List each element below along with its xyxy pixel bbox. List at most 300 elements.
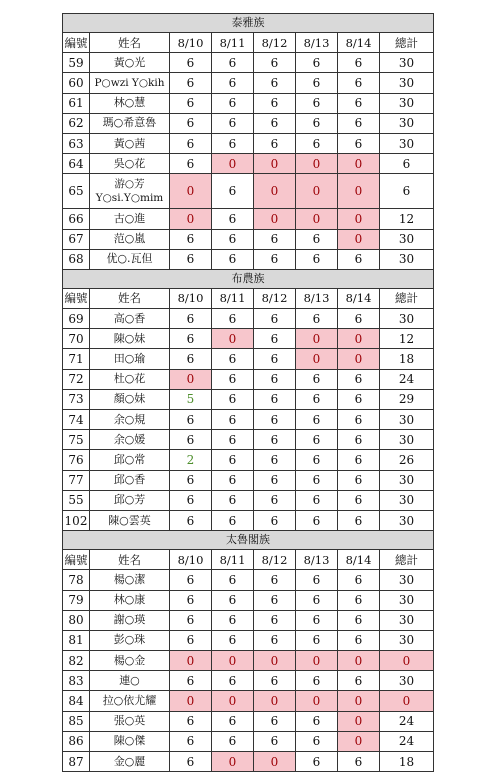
score-cell: 6 xyxy=(212,93,254,113)
score-cell: 6 xyxy=(212,349,254,369)
header-total: 總計 xyxy=(380,288,434,308)
score-cell: 6 xyxy=(170,570,212,590)
score-cell: 6 xyxy=(338,73,380,93)
row-id: 65 xyxy=(63,174,90,209)
table-row xyxy=(63,309,434,329)
score-cell: 0 xyxy=(338,209,380,229)
score-cell: 6 xyxy=(254,369,296,389)
row-name: 張○英 xyxy=(90,711,170,731)
score-cell: 6 xyxy=(254,510,296,530)
score-cell: 0 xyxy=(338,174,380,209)
score-cell: 6 xyxy=(212,711,254,731)
row-id: 78 xyxy=(63,570,90,590)
section-title-row xyxy=(63,269,434,288)
score-cell: 6 xyxy=(212,490,254,510)
row-id: 70 xyxy=(63,329,90,349)
header-day-3: 8/12 xyxy=(254,33,296,53)
table-row xyxy=(63,630,434,650)
section-title: 泰雅族 xyxy=(63,14,434,33)
total-cell: 24 xyxy=(380,731,434,751)
score-cell: 6 xyxy=(212,174,254,209)
table-row xyxy=(63,369,434,389)
total-cell: 30 xyxy=(380,133,434,153)
total-cell: 6 xyxy=(380,174,434,209)
score-cell: 0 xyxy=(170,651,212,671)
section-title-row xyxy=(63,14,434,33)
score-cell: 0 xyxy=(338,154,380,174)
row-id: 86 xyxy=(63,731,90,751)
row-name: 楊○潔 xyxy=(90,570,170,590)
row-name: 邱○芳 xyxy=(90,490,170,510)
score-cell: 6 xyxy=(296,470,338,490)
score-cell: 6 xyxy=(296,752,338,772)
score-cell: 6 xyxy=(170,731,212,751)
score-cell: 0 xyxy=(296,349,338,369)
score-cell: 6 xyxy=(296,113,338,133)
table-row xyxy=(63,711,434,731)
header-row xyxy=(63,33,434,53)
header-day-2: 8/11 xyxy=(212,288,254,308)
score-cell: 6 xyxy=(338,630,380,650)
score-cell: 6 xyxy=(254,133,296,153)
total-cell: 30 xyxy=(380,73,434,93)
score-cell: 6 xyxy=(338,93,380,113)
row-id: 55 xyxy=(63,490,90,510)
score-cell: 6 xyxy=(338,590,380,610)
row-id: 67 xyxy=(63,229,90,249)
score-cell: 6 xyxy=(170,154,212,174)
score-cell: 6 xyxy=(170,113,212,133)
header-day-2: 8/11 xyxy=(212,33,254,53)
score-cell: 0 xyxy=(296,154,338,174)
table-body xyxy=(63,14,434,772)
score-cell: 6 xyxy=(170,349,212,369)
table-row xyxy=(63,73,434,93)
score-cell: 6 xyxy=(212,570,254,590)
total-cell: 30 xyxy=(380,113,434,133)
header-day-5: 8/14 xyxy=(338,33,380,53)
score-cell: 0 xyxy=(254,651,296,671)
score-cell: 2 xyxy=(170,450,212,470)
total-cell: 30 xyxy=(380,630,434,650)
score-cell: 6 xyxy=(212,249,254,269)
total-cell: 12 xyxy=(380,329,434,349)
row-name: 顏○妹 xyxy=(90,389,170,409)
score-cell: 0 xyxy=(170,369,212,389)
score-cell: 6 xyxy=(170,53,212,73)
table-row xyxy=(63,133,434,153)
header-name: 姓名 xyxy=(90,550,170,570)
score-cell: 6 xyxy=(254,590,296,610)
row-id: 79 xyxy=(63,590,90,610)
score-cell: 6 xyxy=(254,610,296,630)
total-cell: 30 xyxy=(380,229,434,249)
table-row xyxy=(63,490,434,510)
score-cell: 6 xyxy=(254,630,296,650)
row-name: 謝○瑛 xyxy=(90,610,170,630)
score-cell: 6 xyxy=(296,73,338,93)
row-id: 68 xyxy=(63,249,90,269)
score-cell: 6 xyxy=(212,209,254,229)
score-cell: 6 xyxy=(296,630,338,650)
total-cell: 30 xyxy=(380,570,434,590)
table-row xyxy=(63,590,434,610)
score-cell: 6 xyxy=(170,610,212,630)
row-id: 61 xyxy=(63,93,90,113)
score-cell: 6 xyxy=(170,510,212,530)
header-day-3: 8/12 xyxy=(254,550,296,570)
score-cell: 6 xyxy=(254,309,296,329)
score-cell: 6 xyxy=(170,490,212,510)
score-cell: 6 xyxy=(296,369,338,389)
row-id: 69 xyxy=(63,309,90,329)
table-row xyxy=(63,752,434,772)
score-cell: 6 xyxy=(212,229,254,249)
score-cell: 6 xyxy=(338,133,380,153)
total-cell: 30 xyxy=(380,249,434,269)
score-cell: 6 xyxy=(212,671,254,691)
row-id: 84 xyxy=(63,691,90,711)
row-name: 楊○金 xyxy=(90,651,170,671)
score-cell: 0 xyxy=(254,691,296,711)
header-day-1: 8/10 xyxy=(170,550,212,570)
table-row xyxy=(63,349,434,369)
row-id: 73 xyxy=(63,389,90,409)
table-row xyxy=(63,410,434,430)
section-title-row xyxy=(63,531,434,550)
score-cell: 5 xyxy=(170,389,212,409)
row-id: 72 xyxy=(63,369,90,389)
table-row xyxy=(63,154,434,174)
score-cell: 6 xyxy=(212,389,254,409)
total-cell: 30 xyxy=(380,470,434,490)
row-id: 60 xyxy=(63,73,90,93)
row-id: 59 xyxy=(63,53,90,73)
total-cell: 24 xyxy=(380,369,434,389)
table-row xyxy=(63,53,434,73)
score-cell: 0 xyxy=(338,691,380,711)
row-id: 75 xyxy=(63,430,90,450)
table-row xyxy=(63,430,434,450)
score-cell: 6 xyxy=(170,229,212,249)
header-day-5: 8/14 xyxy=(338,288,380,308)
header-day-4: 8/13 xyxy=(296,550,338,570)
score-cell: 6 xyxy=(212,470,254,490)
table-row xyxy=(63,510,434,530)
score-cell: 6 xyxy=(212,610,254,630)
total-cell: 24 xyxy=(380,711,434,731)
score-cell: 6 xyxy=(254,450,296,470)
score-cell: 6 xyxy=(254,53,296,73)
score-cell: 6 xyxy=(212,369,254,389)
table-row xyxy=(63,450,434,470)
score-cell: 6 xyxy=(254,731,296,751)
header-total: 總計 xyxy=(380,550,434,570)
score-cell: 6 xyxy=(338,610,380,630)
total-cell: 30 xyxy=(380,430,434,450)
score-cell: 6 xyxy=(212,53,254,73)
score-cell: 0 xyxy=(338,349,380,369)
score-cell: 6 xyxy=(170,410,212,430)
row-id: 66 xyxy=(63,209,90,229)
score-cell: 6 xyxy=(170,630,212,650)
table-row xyxy=(63,691,434,711)
score-cell: 6 xyxy=(254,430,296,450)
header-id: 編號 xyxy=(63,288,90,308)
row-name: 黃○光 xyxy=(90,53,170,73)
score-cell: 0 xyxy=(338,651,380,671)
score-cell: 0 xyxy=(212,691,254,711)
score-cell: 0 xyxy=(170,209,212,229)
header-day-1: 8/10 xyxy=(170,33,212,53)
row-id: 82 xyxy=(63,651,90,671)
score-cell: 6 xyxy=(338,490,380,510)
score-cell: 6 xyxy=(170,73,212,93)
total-cell: 29 xyxy=(380,389,434,409)
score-cell: 6 xyxy=(296,570,338,590)
score-cell: 6 xyxy=(170,470,212,490)
score-cell: 6 xyxy=(170,93,212,113)
score-cell: 6 xyxy=(338,410,380,430)
row-name: 古○進 xyxy=(90,209,170,229)
row-name xyxy=(90,174,170,209)
section-title: 太魯閣族 xyxy=(63,531,434,550)
score-cell: 6 xyxy=(296,53,338,73)
row-id: 71 xyxy=(63,349,90,369)
row-name: 彭○珠 xyxy=(90,630,170,650)
row-name: 田○瑜 xyxy=(90,349,170,369)
score-cell: 6 xyxy=(212,450,254,470)
table-row xyxy=(63,470,434,490)
score-cell: 6 xyxy=(212,73,254,93)
score-cell: 6 xyxy=(170,430,212,450)
header-row xyxy=(63,550,434,570)
score-cell: 0 xyxy=(212,329,254,349)
score-cell: 0 xyxy=(296,209,338,229)
total-cell: 12 xyxy=(380,209,434,229)
header-name: 姓名 xyxy=(90,33,170,53)
score-cell: 6 xyxy=(338,369,380,389)
score-cell: 0 xyxy=(338,711,380,731)
score-cell: 0 xyxy=(254,154,296,174)
table-row xyxy=(63,651,434,671)
header-day-2: 8/11 xyxy=(212,550,254,570)
score-cell: 6 xyxy=(170,309,212,329)
table-row xyxy=(63,113,434,133)
score-cell: 6 xyxy=(170,671,212,691)
total-cell: 18 xyxy=(380,349,434,369)
score-cell: 6 xyxy=(254,470,296,490)
score-cell: 0 xyxy=(296,651,338,671)
score-cell: 6 xyxy=(296,490,338,510)
score-cell: 6 xyxy=(338,113,380,133)
row-name: 杜○花 xyxy=(90,369,170,389)
header-day-4: 8/13 xyxy=(296,288,338,308)
score-cell: 6 xyxy=(254,349,296,369)
score-cell: 0 xyxy=(296,691,338,711)
score-cell: 6 xyxy=(170,711,212,731)
table-row xyxy=(63,329,434,349)
score-cell: 6 xyxy=(296,410,338,430)
row-name: 黃○茜 xyxy=(90,133,170,153)
score-cell: 6 xyxy=(296,430,338,450)
row-name: 金○麗 xyxy=(90,752,170,772)
row-id: 77 xyxy=(63,470,90,490)
row-name: 陳○傑 xyxy=(90,731,170,751)
score-cell: 0 xyxy=(338,229,380,249)
score-cell: 6 xyxy=(254,249,296,269)
total-cell: 30 xyxy=(380,510,434,530)
score-cell: 6 xyxy=(254,671,296,691)
score-cell: 6 xyxy=(296,133,338,153)
score-cell: 0 xyxy=(170,174,212,209)
table-row xyxy=(63,671,434,691)
header-day-1: 8/10 xyxy=(170,288,212,308)
score-cell: 0 xyxy=(296,174,338,209)
row-name: 优○.瓦但 xyxy=(90,249,170,269)
score-cell: 0 xyxy=(254,752,296,772)
total-cell: 0 xyxy=(380,691,434,711)
row-name: 陳○妹 xyxy=(90,329,170,349)
score-cell: 6 xyxy=(296,450,338,470)
table-row xyxy=(63,570,434,590)
total-cell: 30 xyxy=(380,93,434,113)
total-cell: 30 xyxy=(380,490,434,510)
header-day-3: 8/12 xyxy=(254,288,296,308)
row-id: 81 xyxy=(63,630,90,650)
score-cell: 0 xyxy=(212,752,254,772)
row-name: 陳○雲英 xyxy=(90,510,170,530)
table-row xyxy=(63,389,434,409)
total-cell: 26 xyxy=(380,450,434,470)
score-cell: 6 xyxy=(296,249,338,269)
total-cell: 30 xyxy=(380,53,434,73)
score-cell: 0 xyxy=(170,691,212,711)
score-cell: 6 xyxy=(296,389,338,409)
total-cell: 30 xyxy=(380,671,434,691)
score-cell: 6 xyxy=(338,249,380,269)
row-id: 74 xyxy=(63,410,90,430)
table-row xyxy=(63,249,434,269)
score-cell: 6 xyxy=(296,93,338,113)
attendance-sheet xyxy=(62,13,433,772)
total-cell: 6 xyxy=(380,154,434,174)
row-id: 80 xyxy=(63,610,90,630)
score-cell: 6 xyxy=(170,329,212,349)
score-cell: 6 xyxy=(296,711,338,731)
score-cell: 6 xyxy=(338,430,380,450)
header-id: 編號 xyxy=(63,33,90,53)
score-cell: 6 xyxy=(296,309,338,329)
table-row xyxy=(63,209,434,229)
score-cell: 6 xyxy=(338,53,380,73)
score-cell: 6 xyxy=(296,671,338,691)
total-cell: 30 xyxy=(380,610,434,630)
score-cell: 6 xyxy=(254,73,296,93)
score-cell: 6 xyxy=(338,450,380,470)
score-cell: 6 xyxy=(254,410,296,430)
row-name: 余○媛 xyxy=(90,430,170,450)
score-cell: 6 xyxy=(212,630,254,650)
total-cell: 0 xyxy=(380,651,434,671)
score-cell: 6 xyxy=(170,752,212,772)
score-cell: 6 xyxy=(296,731,338,751)
row-name: 余○規 xyxy=(90,410,170,430)
row-id: 85 xyxy=(63,711,90,731)
score-cell: 6 xyxy=(254,113,296,133)
score-cell: 0 xyxy=(338,329,380,349)
row-id: 102 xyxy=(63,510,90,530)
score-cell: 6 xyxy=(254,93,296,113)
attendance-table xyxy=(62,13,434,772)
score-cell: 0 xyxy=(254,174,296,209)
score-cell: 6 xyxy=(254,490,296,510)
total-cell: 30 xyxy=(380,410,434,430)
score-cell: 6 xyxy=(254,229,296,249)
score-cell: 6 xyxy=(254,329,296,349)
score-cell: 6 xyxy=(296,510,338,530)
header-day-5: 8/14 xyxy=(338,550,380,570)
header-name: 姓名 xyxy=(90,288,170,308)
score-cell: 6 xyxy=(254,389,296,409)
score-cell: 6 xyxy=(338,752,380,772)
score-cell: 6 xyxy=(338,671,380,691)
score-cell: 6 xyxy=(212,309,254,329)
row-name: 林○康 xyxy=(90,590,170,610)
score-cell: 6 xyxy=(338,309,380,329)
score-cell: 0 xyxy=(254,209,296,229)
score-cell: 6 xyxy=(212,113,254,133)
score-cell: 6 xyxy=(212,133,254,153)
row-id: 63 xyxy=(63,133,90,153)
header-day-4: 8/13 xyxy=(296,33,338,53)
table-row xyxy=(63,610,434,630)
score-cell: 6 xyxy=(338,510,380,530)
score-cell: 6 xyxy=(254,570,296,590)
row-name-line-2: Y○si.Y○mim xyxy=(95,192,164,205)
table-row xyxy=(63,731,434,751)
row-name: 瑪○希意魯 xyxy=(90,113,170,133)
row-name: P○wzi Y○kih xyxy=(90,73,170,93)
score-cell: 0 xyxy=(212,651,254,671)
total-cell: 30 xyxy=(380,309,434,329)
score-cell: 6 xyxy=(212,510,254,530)
row-id: 87 xyxy=(63,752,90,772)
score-cell: 6 xyxy=(296,229,338,249)
row-name: 林○慧 xyxy=(90,93,170,113)
score-cell: 6 xyxy=(254,711,296,731)
row-id: 62 xyxy=(63,113,90,133)
score-cell: 6 xyxy=(170,133,212,153)
score-cell: 6 xyxy=(212,731,254,751)
row-name: 邱○香 xyxy=(90,470,170,490)
row-id: 64 xyxy=(63,154,90,174)
score-cell: 6 xyxy=(338,570,380,590)
row-name: 邱○常 xyxy=(90,450,170,470)
score-cell: 6 xyxy=(170,249,212,269)
row-name: 連○ xyxy=(90,671,170,691)
row-name: 拉○依尤耀 xyxy=(90,691,170,711)
row-id: 76 xyxy=(63,450,90,470)
score-cell: 6 xyxy=(212,590,254,610)
table-row xyxy=(63,93,434,113)
row-name: 高○香 xyxy=(90,309,170,329)
table-row xyxy=(63,174,434,209)
score-cell: 0 xyxy=(296,329,338,349)
header-row xyxy=(63,288,434,308)
total-cell: 30 xyxy=(380,590,434,610)
score-cell: 6 xyxy=(296,610,338,630)
